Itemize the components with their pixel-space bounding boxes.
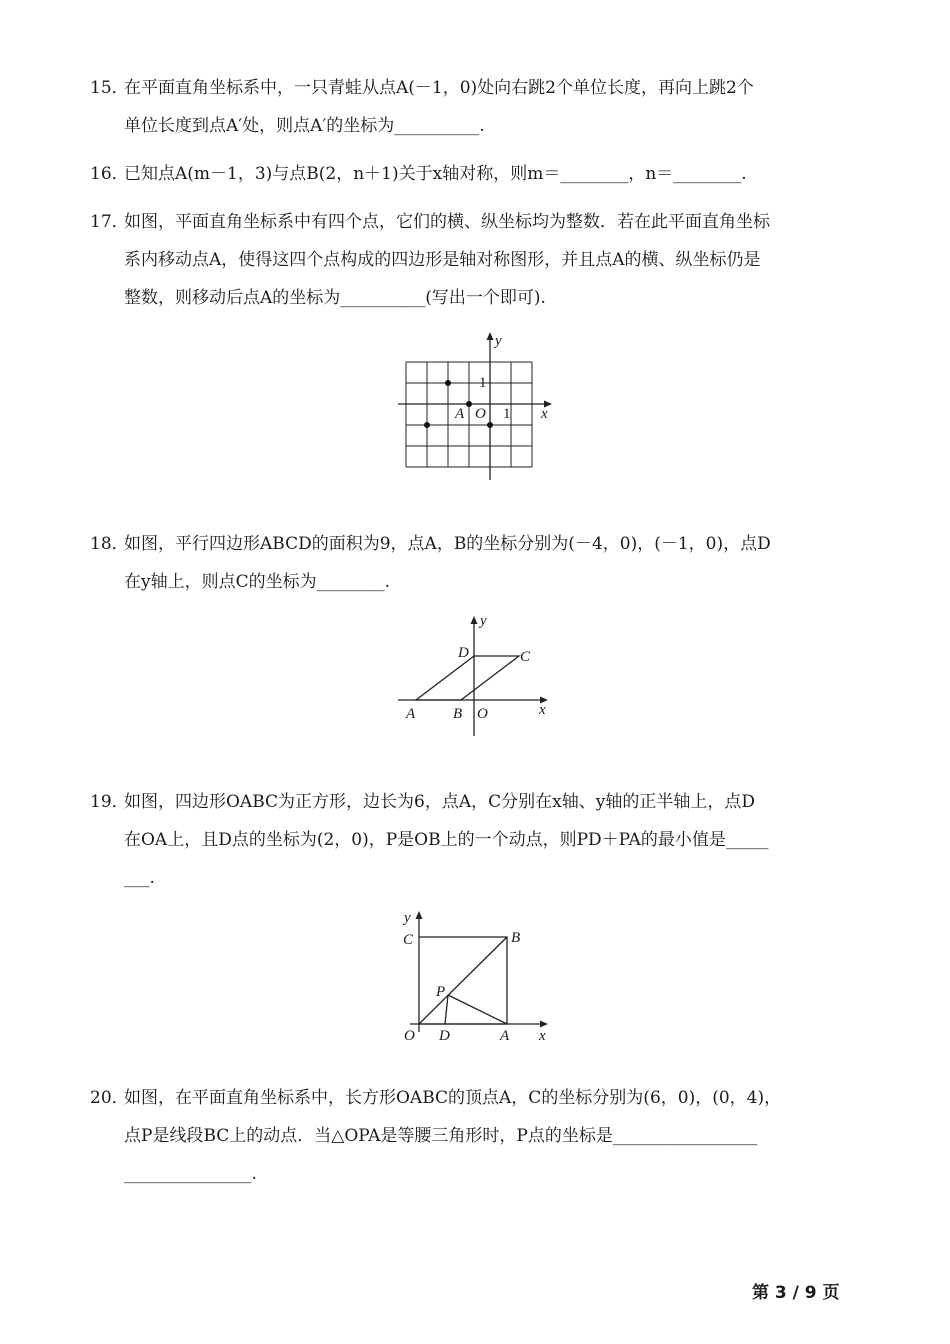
unit-x-label: 1: [503, 406, 511, 422]
question-text: 已知点A(m－1，3)与点B(2，n＋1)关于x轴对称，则m＝________，n＝________.: [124, 164, 747, 184]
x-axis-arrow: [540, 1021, 548, 1028]
question-19-line-3: ___.: [124, 868, 155, 888]
y-axis-label: y: [404, 910, 411, 926]
point-c-label: C: [403, 932, 414, 948]
question-18-line-1: [90, 532, 771, 556]
page-number: 第 3 / 9 页: [752, 1283, 840, 1303]
origin-label: O: [477, 706, 488, 722]
question-number: 17．: [90, 212, 129, 232]
x-axis-label: x: [539, 702, 546, 718]
q17-grid-figure: [390, 328, 560, 488]
origin-label: O: [404, 1028, 415, 1044]
point-b-label: B: [511, 930, 521, 946]
point-dot: [487, 422, 493, 428]
parallelogram-abcd: [416, 656, 519, 700]
y-axis-arrow: [416, 911, 423, 919]
question-text: 如图，平面直角坐标系中有四个点，它们的横、纵坐标均为整数．若在此平面直角坐标: [124, 212, 770, 232]
origin-label: O: [475, 406, 486, 422]
question-number: 19．: [90, 792, 129, 812]
q19-square-figure: [390, 900, 560, 1050]
question-17-line-3: 整数，则移动后点A的坐标为__________(写出一个即可).: [124, 288, 546, 308]
point-b-label: B: [453, 706, 463, 722]
question-20-line-2: 点P是线段BC上的动点．当△OPA是等腰三角形时，P点的坐标是_________________: [124, 1126, 758, 1146]
question-20-line-1: [90, 1086, 781, 1110]
question-15-line-1: [90, 76, 754, 100]
question-19-line-1: [90, 790, 755, 814]
question-text: 如图，平行四边形ABCD的面积为9，点A，B的坐标分别为(－4，0)，(－1，0)，点D: [124, 534, 771, 554]
segment-pd: [445, 995, 448, 1024]
unit-y-label: 1: [479, 375, 487, 391]
q18-parallelogram-figure: [390, 608, 560, 743]
question-15-line-2: 单位长度到点A′处，则点A′的坐标为__________.: [124, 116, 485, 136]
question-20-line-3: _______________.: [124, 1164, 257, 1184]
question-text: 如图，四边形OABC为正方形，边长为6，点A，C分别在x轴、y轴的正半轴上，点D: [124, 792, 755, 812]
point-dot: [424, 422, 430, 428]
point-a-dot: [466, 401, 472, 407]
y-axis-arrow: [471, 616, 478, 624]
x-axis-label: x: [539, 1028, 546, 1044]
grid-lines: [406, 362, 532, 467]
point-p-label: P: [436, 984, 446, 1000]
point-a-label: A: [406, 706, 416, 722]
question-17-line-1: [90, 210, 770, 234]
question-text: 在平面直角坐标系中，一只青蛙从点A(－1，0)处向右跳2个单位长度，再向上跳2个: [124, 78, 754, 98]
question-18-line-2: 在y轴上，则点C的坐标为________.: [124, 572, 391, 592]
question-number: 15．: [90, 78, 129, 98]
x-axis-label: x: [541, 406, 548, 422]
y-axis-arrow: [487, 332, 494, 340]
question-text: 如图，在平面直角坐标系中，长方形OABC的顶点A，C的坐标分别为(6，0)，(0，4)，: [124, 1088, 782, 1108]
point-c-label: C: [520, 649, 531, 665]
segment-pa: [448, 995, 507, 1024]
question-number: 20．: [90, 1088, 129, 1108]
question-number: 18．: [90, 534, 129, 554]
point-d-label: D: [458, 645, 469, 661]
question-19-line-2: 在OA上，且D点的坐标为(2，0)，P是OB上的一个动点，则PD＋PA的最小值是_____: [124, 830, 769, 850]
point-a-label: A: [455, 406, 465, 422]
point-a-label: A: [500, 1028, 510, 1044]
question-16-line-1: [90, 162, 747, 186]
y-axis-label: y: [495, 333, 502, 349]
point-d-label: D: [439, 1028, 450, 1044]
y-axis-label: y: [480, 613, 487, 629]
point-dot: [445, 380, 451, 386]
question-number: 16．: [90, 164, 129, 184]
diagonal-ob: [419, 937, 507, 1024]
question-17-line-2: 系内移动点A，使得这四个点构成的四边形是轴对称图形，并且点A的横、纵坐标仍是: [124, 250, 761, 270]
